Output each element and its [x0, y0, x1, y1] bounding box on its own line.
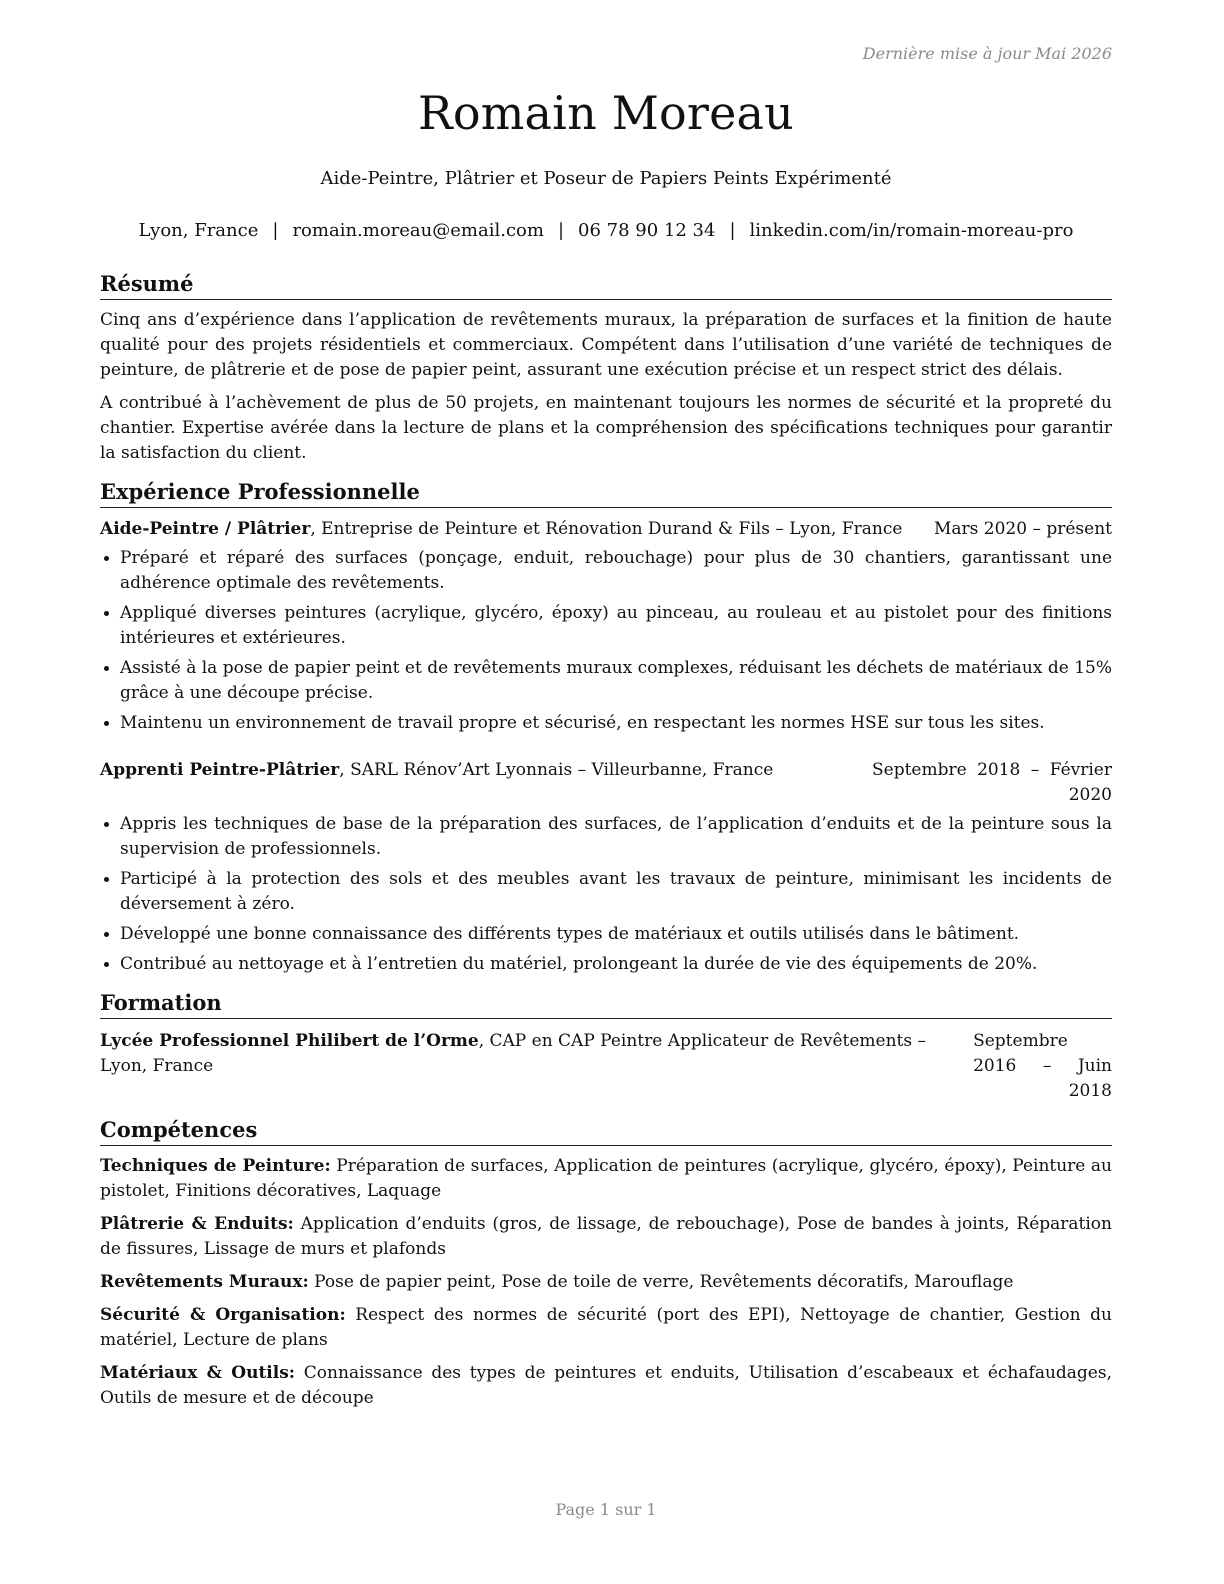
summary-heading: Résumé: [100, 270, 1112, 300]
candidate-subtitle: Aide-Peintre, Plâtrier et Poseur de Papiers Peints Expérimenté: [320, 168, 892, 189]
job-header: [100, 517, 1112, 542]
skill-item: [100, 1212, 1112, 1262]
skill-item: [100, 1361, 1112, 1411]
job-bullet: • Assisté à la pose de papier peint et de revêtements muraux complexes, réduisant les déchets de matériaux de 15% grâce à une découpe précise.: [120, 656, 1112, 706]
job-bullets: [100, 546, 1112, 736]
education-section: [100, 989, 1112, 1104]
resume-page: [100, 0, 1112, 1584]
job-company: , Entreprise de Peinture et Rénovation Durand & Fils – Lyon, France: [310, 519, 903, 539]
education-degree: , CAP en CAP Peintre Applicateur de Revêtements – Lyon, France: [100, 1031, 927, 1076]
skill-text: Connaissance des types de peintures et enduits, Utilisation d’escabeaux et échafaudages, Outils de mesure et de découpe: [100, 1363, 1112, 1408]
experience-heading: Expérience Professionnelle: [100, 478, 1112, 508]
summary-section: [100, 270, 1112, 466]
summary-paragraph: Cinq ans d’expérience dans l’application de revêtements muraux, la préparation de surfaces et la finition de haute qualité pour des projets résidentiels et commerciaux. Compétent dans l’utilisation d’une variété de techniques de peinture, de plâtrerie et de pose de papier peint, assurant une exécution précise et un respect strict des délais.: [100, 310, 1112, 380]
education-details: [100, 1029, 973, 1104]
skill-text: Respect des normes de sécurité (port des EPI), Nettoyage de chantier, Gestion du matériel, Lecture de plans: [100, 1305, 1112, 1350]
skill-text: Application d’enduits (gros, de lissage, de rebouchage), Pose de bandes à joints, Réparation de fissures, Lissage de murs et plafonds: [100, 1214, 1112, 1259]
education-entry: [100, 1029, 1112, 1104]
skill-item: [100, 1303, 1112, 1353]
education-heading: Formation: [100, 989, 1112, 1019]
job-entry: [100, 517, 1112, 736]
job-bullet: • Développé une bonne connaissance des différents types de matériaux et outils utilisés dans le bâtiment.: [120, 922, 1112, 947]
job-bullet: • Appris les techniques de base de la préparation des surfaces, de l’application d’enduits et de la peinture sous la supervision de professionnels.: [120, 812, 1112, 862]
contact-separator: |: [729, 220, 736, 241]
skill-label: Techniques de Peinture:: [100, 1156, 331, 1176]
skill-label: Matériaux & Outils:: [100, 1363, 296, 1383]
page-number: Page 1 sur 1: [555, 1500, 657, 1519]
skill-text: Pose de papier peint, Pose de toile de verre, Revêtements décoratifs, Marouflage: [308, 1272, 1014, 1292]
skill-label: Plâtrerie & Enduits:: [100, 1214, 294, 1234]
skill-item: [100, 1270, 1112, 1295]
job-title: [100, 758, 773, 783]
contact-separator: |: [557, 220, 565, 241]
skills-heading: Compétences: [100, 1116, 1112, 1146]
job-dates: Mars 2020 – présent: [933, 519, 1112, 539]
resume-content: [100, 270, 1112, 1423]
job-role: Aide-Peintre / Plâtrier: [100, 519, 311, 539]
skill-text: Préparation de surfaces, Application de peintures (acrylique, glycéro, époxy), Peinture au pistolet, Finitions décoratives, Laquage: [100, 1156, 1112, 1201]
job-bullets: [100, 812, 1112, 977]
skill-item: [100, 1154, 1112, 1204]
job-dates: Septembre 2018 – Février 2020: [872, 760, 1112, 805]
skill-label: Sécurité & Organisation:: [100, 1305, 346, 1325]
skill-label: Revêtements Muraux:: [100, 1272, 309, 1292]
job-bullet: • Préparé et réparé des surfaces (ponçage, enduit, rebouchage) pour plus de 30 chantiers, garantissant une adhérence optimale des revêtements.: [120, 546, 1112, 596]
education-dates: Septembre 2016 – Juin 2018: [973, 1031, 1112, 1101]
contact-line: [100, 220, 1112, 241]
job-company: , SARL Rénov’Art Lyonnais – Villeurbanne, France: [339, 760, 774, 780]
skills-section: [100, 1116, 1112, 1411]
candidate-name: Romain Moreau: [418, 86, 794, 140]
summary-paragraph: A contribué à l’achèvement de plus de 50 projets, en maintenant toujours les normes de sécurité et la propreté du chantier. Expertise avérée dans la lecture de plans et la compréhension des spécifications techniques pour garantir la satisfaction du client.: [100, 393, 1112, 463]
education-school: Lycée Professionnel Philibert de l’Orme: [100, 1031, 479, 1051]
contact-email[interactable]: romain.moreau@email.com: [292, 220, 544, 241]
last-updated: Dernière mise à jour Mai 2026: [862, 44, 1112, 63]
job-bullet: • Contribué au nettoyage et à l’entretien du matériel, prolongeant la durée de vie des équipements de 20%.: [120, 952, 1112, 977]
job-bullet: • Appliqué diverses peintures (acrylique, glycéro, époxy) au pinceau, au rouleau et au pistolet pour des finitions intérieures et extérieures.: [120, 601, 1112, 651]
experience-section: [100, 478, 1112, 977]
job-title: [100, 517, 902, 542]
job-role: Apprenti Peintre-Plâtrier: [100, 760, 340, 780]
contact-location: Lyon, France: [138, 220, 259, 241]
job-bullet: • Participé à la protection des sols et des meubles avant les travaux de peinture, minimisant les incidents de déversement à zéro.: [120, 867, 1112, 917]
contact-separator: |: [272, 220, 279, 241]
contact-phone[interactable]: 06 78 90 12 34: [578, 220, 716, 241]
job-entry: [100, 758, 1112, 977]
job-bullet: • Maintenu un environnement de travail propre et sécurisé, en respectant les normes HSE sur tous les sites.: [120, 711, 1112, 736]
job-header: [100, 758, 1112, 808]
contact-linkedin[interactable]: linkedin.com/in/romain-moreau-pro: [749, 220, 1074, 241]
